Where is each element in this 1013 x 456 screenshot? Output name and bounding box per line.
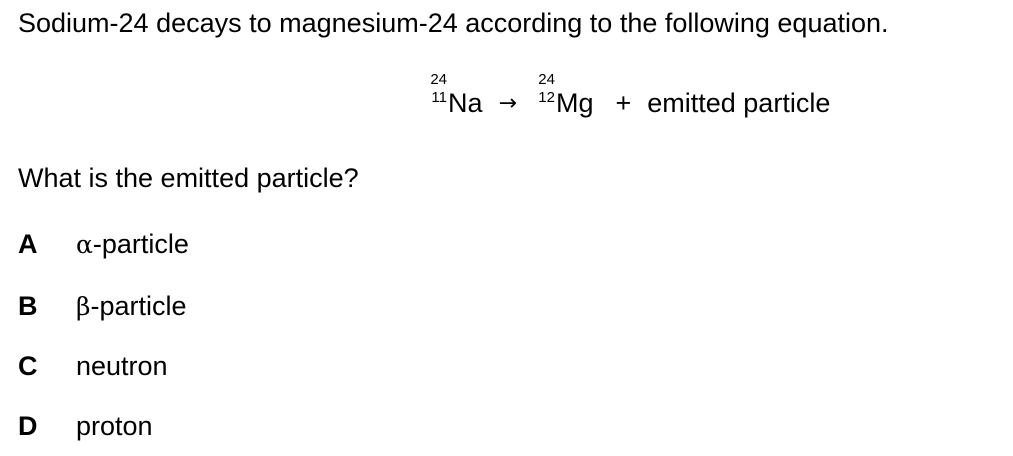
option-text: -particle [92, 229, 189, 259]
reactant-symbol: Na [448, 88, 483, 118]
option-letter: D [18, 411, 38, 441]
product-atomic-number: 12 [538, 89, 555, 106]
plus-sign: + [615, 88, 632, 118]
option-letter: C [18, 351, 38, 381]
option-b[interactable] [18, 291, 186, 322]
decay-equation [426, 71, 831, 122]
product-mass-number: 24 [538, 71, 555, 88]
alpha-symbol: α [76, 230, 93, 259]
beta-symbol: β [76, 292, 91, 321]
option-c[interactable] [18, 351, 168, 382]
option-text: neutron [76, 351, 168, 381]
option-text: proton [76, 411, 153, 441]
product-nuclide [534, 71, 594, 119]
option-d[interactable] [18, 411, 153, 442]
right-arrow-icon: → [498, 91, 517, 116]
product-symbol: Mg [555, 88, 594, 118]
question-intro: Sodium-24 decays to magnesium-24 according to the following equation. [18, 8, 889, 38]
reactant-mass-number: 24 [430, 71, 447, 88]
option-letter: A [18, 229, 38, 259]
question-prompt: What is the emitted particle? [18, 163, 359, 193]
reactant-nuclide [426, 71, 483, 119]
option-a[interactable] [18, 229, 189, 260]
option-text: -particle [90, 291, 187, 321]
emitted-particle-label: emitted particle [647, 88, 831, 118]
option-letter: B [18, 291, 38, 321]
reactant-atomic-number: 11 [431, 89, 447, 106]
